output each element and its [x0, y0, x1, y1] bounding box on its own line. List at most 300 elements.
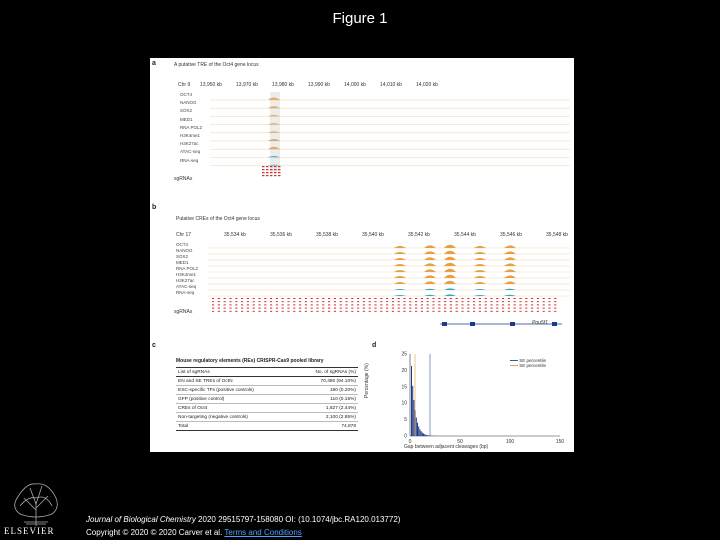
sgrna-mark [398, 308, 400, 309]
sgrna-mark [262, 166, 265, 167]
track-peak [394, 246, 406, 248]
track-label: ATAC-seq [176, 284, 197, 289]
sgrna-mark [328, 298, 330, 299]
sgrna-mark [386, 308, 388, 309]
sgrna-mark [537, 301, 539, 302]
x-tick-label: 100 [505, 439, 515, 445]
sgrna-mark [270, 298, 272, 299]
sgrna-mark [548, 311, 550, 312]
track-peak [424, 269, 436, 272]
axis-tick-label: 14,010 kb [380, 82, 402, 88]
sgrna-mark [496, 301, 498, 302]
sgrna-mark [421, 304, 423, 305]
sgrna-mark [461, 298, 463, 299]
sgrna-mark [357, 311, 359, 312]
panel-a-chr: Chr 9 [178, 82, 191, 88]
sgrna-mark [479, 308, 481, 309]
axis-tick-label: 14,000 kb [344, 82, 366, 88]
sgrna-mark [278, 166, 281, 167]
sgrna-mark [467, 308, 469, 309]
sgrna-mark [357, 308, 359, 309]
track-peak [504, 269, 516, 272]
sgrna-mark [334, 308, 336, 309]
sgrna-mark [276, 298, 278, 299]
sgrna-mark [473, 301, 475, 302]
sgrna-mark [392, 301, 394, 302]
table-row [176, 395, 358, 404]
histogram-bar [422, 433, 423, 436]
sgrna-mark [351, 304, 353, 305]
sgrna-mark [537, 308, 539, 309]
track-peak [474, 289, 486, 290]
sgrna-mark [502, 298, 504, 299]
sgrna-mark [369, 301, 371, 302]
sgrna-mark [282, 301, 284, 302]
gene-exon [552, 322, 557, 326]
sgrna-mark [357, 301, 359, 302]
sgrna-mark [531, 301, 533, 302]
sgrna-mark [403, 304, 405, 305]
table-row [176, 413, 358, 422]
sgrna-mark [357, 298, 359, 299]
sgrna-mark [224, 301, 226, 302]
page-title: Figure 1 [332, 10, 388, 27]
sgrna-mark [305, 304, 307, 305]
panel-b-sgrna-label: sgRNAs [174, 309, 193, 315]
sgrna-mark [299, 308, 301, 309]
legend-swatch [510, 365, 518, 366]
sgrna-mark [514, 301, 516, 302]
axis-tick-label: 14,020 kb [416, 82, 438, 88]
sgrna-mark [363, 311, 365, 312]
track-label: MED1 [180, 116, 193, 122]
sgrna-mark [270, 172, 273, 173]
sgrna-mark [427, 301, 429, 302]
sgrna-mark [490, 304, 492, 305]
sgrna-mark [409, 304, 411, 305]
sgrna-mark [531, 311, 533, 312]
sgrna-mark [278, 175, 281, 176]
sgrna-mark [525, 304, 527, 305]
sgrna-mark [514, 304, 516, 305]
sgrna-mark [432, 308, 434, 309]
sgrna-mark [258, 311, 260, 312]
panel-d-ylabel: Percentage (%) [364, 363, 370, 398]
sgrna-mark [293, 301, 295, 302]
sgrna-mark [444, 311, 446, 312]
panel-a-sgrna-label: sgRNAs [174, 176, 193, 182]
highlight-region [270, 92, 280, 172]
sgrna-mark [519, 301, 521, 302]
sgrna-mark [276, 308, 278, 309]
sgrna-mark [374, 301, 376, 302]
sgrna-mark [467, 311, 469, 312]
axis-tick-label: 35,548 kb [546, 232, 568, 238]
figure-image [150, 58, 574, 452]
sgrna-mark [241, 301, 243, 302]
terms-link[interactable]: Terms and Conditions [224, 528, 302, 537]
axis-tick-label: 35,544 kb [454, 232, 476, 238]
sgrna-mark [415, 311, 417, 312]
sgrna-mark [282, 311, 284, 312]
sgrna-mark [328, 304, 330, 305]
sgrna-mark [543, 311, 545, 312]
histogram-bar [427, 435, 428, 436]
legend-item [510, 363, 546, 368]
sgrna-mark [450, 304, 452, 305]
sgrna-mark [351, 308, 353, 309]
sgrna-mark [340, 298, 342, 299]
sgrna-mark [409, 301, 411, 302]
sgrna-mark [374, 311, 376, 312]
sgrna-mark [369, 311, 371, 312]
track-peak [424, 275, 436, 278]
track-label: H3K4me1 [180, 133, 201, 138]
sgrna-mark [299, 298, 301, 299]
sgrna-mark [266, 169, 269, 170]
track-peak [424, 295, 436, 296]
sgrna-mark [229, 301, 231, 302]
table-row [176, 386, 358, 395]
sgrna-mark [282, 308, 284, 309]
gene-exon [442, 322, 447, 326]
sgrna-mark [334, 311, 336, 312]
sgrna-mark [241, 308, 243, 309]
track-label: RNA-seq [176, 290, 195, 295]
sgrna-mark [531, 298, 533, 299]
sgrna-mark [253, 308, 255, 309]
footer-copyright-line [86, 526, 400, 539]
sgrna-mark [543, 308, 545, 309]
sgrna-mark [438, 311, 440, 312]
sgrna-mark [432, 304, 434, 305]
track-peak [424, 257, 436, 260]
track-label: NANOG [180, 100, 197, 106]
track-peak [424, 245, 436, 248]
sgrna-mark [525, 311, 527, 312]
sgrna-mark [287, 298, 289, 299]
histogram-bar [419, 429, 420, 436]
axis-tick-label: 35,538 kb [316, 232, 338, 238]
sgrna-mark [548, 298, 550, 299]
sgrna-mark [432, 301, 434, 302]
sgrna-mark [496, 311, 498, 312]
track-peak [394, 276, 406, 278]
sgrna-mark [409, 298, 411, 299]
sgrna-mark [274, 175, 277, 176]
panel-b-chr: Chr 17 [176, 232, 192, 238]
sgrna-mark [264, 308, 266, 309]
sgrna-mark [299, 311, 301, 312]
track-peak [444, 245, 456, 248]
table-cell: 180 (0.20%) [329, 387, 356, 393]
sgrna-mark [467, 301, 469, 302]
sgrna-mark [380, 301, 382, 302]
sgrna-mark [392, 308, 394, 309]
sgrna-mark [392, 298, 394, 299]
x-tick-label: 0 [408, 439, 412, 445]
sgrna-mark [293, 304, 295, 305]
sgrna-mark [316, 311, 318, 312]
track-peak [424, 289, 436, 290]
sgrna-mark [421, 298, 423, 299]
copyright: Copyright © 2020 © 2020 Carver et al. [86, 528, 225, 537]
sgrna-mark [427, 311, 429, 312]
sgrna-mark [415, 301, 417, 302]
sgrna-mark [421, 308, 423, 309]
panel-d-legend [510, 358, 546, 368]
sgrna-mark [253, 298, 255, 299]
sgrna-mark [444, 301, 446, 302]
sgrna-mark [398, 304, 400, 305]
table-row [176, 404, 358, 413]
sgrna-mark [270, 175, 273, 176]
sgrna-mark [461, 301, 463, 302]
sgrna-mark [322, 311, 324, 312]
sgrna-mark [218, 301, 220, 302]
sgrna-mark [258, 301, 260, 302]
sgrna-mark [218, 304, 220, 305]
sgrna-mark [485, 304, 487, 305]
axis-tick-label: 35,536 kb [270, 232, 292, 238]
sgrna-mark [322, 298, 324, 299]
sgrna-mark [345, 301, 347, 302]
sgrna-mark [519, 311, 521, 312]
sgrna-mark [444, 308, 446, 309]
track-peak [444, 269, 456, 272]
table-cell: EN and SE TREs of OctN [178, 378, 233, 384]
axis-tick-label: 13,980 kb [272, 82, 294, 88]
sgrna-mark [224, 311, 226, 312]
sgrna-mark [340, 301, 342, 302]
axis-tick-label: 35,540 kb [362, 232, 384, 238]
track-label: SOX2 [180, 108, 193, 114]
sgrna-mark [328, 301, 330, 302]
axis-tick-label: 35,546 kb [500, 232, 522, 238]
sgrna-mark [548, 308, 550, 309]
sgrna-mark [485, 308, 487, 309]
sgrna-mark [473, 298, 475, 299]
sgrna-mark [229, 304, 231, 305]
panel-c-title: Mouse regulatory elements (REs) CRISPR-Cas9 pooled library [176, 358, 324, 364]
sgrna-mark [274, 172, 277, 173]
citation: 2020 29515797-158080 OI: (10.1074/jbc.RA120.013772) [195, 515, 401, 524]
sgrna-mark [258, 298, 260, 299]
sgrna-mark [456, 304, 458, 305]
sgrna-mark [380, 304, 382, 305]
sgrna-mark [392, 304, 394, 305]
sgrna-mark [473, 304, 475, 305]
sgrna-mark [316, 298, 318, 299]
sgrna-mark [287, 311, 289, 312]
sgrna-mark [218, 311, 220, 312]
sgrna-mark [328, 308, 330, 309]
panel-a-title: A putative TRE of the Oct4 gene locus [174, 62, 259, 68]
sgrna-mark [258, 304, 260, 305]
sgrna-mark [305, 308, 307, 309]
sgrna-mark [403, 311, 405, 312]
table-row [176, 377, 358, 386]
sgrna-mark [224, 298, 226, 299]
sgrna-mark [473, 308, 475, 309]
sgrna-mark [293, 298, 295, 299]
sgrna-mark [525, 298, 527, 299]
table-cell: 74,878 [341, 423, 356, 429]
table-cell: GFP (positive control) [178, 396, 225, 402]
table-header-cell: List of sgRNAs [178, 369, 210, 375]
sgrna-mark [276, 311, 278, 312]
sgrna-mark [287, 308, 289, 309]
sgrna-mark [444, 304, 446, 305]
sgrna-mark [218, 298, 220, 299]
footer [86, 513, 400, 539]
sgrna-mark [340, 304, 342, 305]
sgrna-mark [278, 172, 281, 173]
sgrna-mark [270, 304, 272, 305]
track-label: H3K27ac [176, 278, 195, 283]
sgrna-mark [253, 301, 255, 302]
sgrna-mark [456, 311, 458, 312]
sgrna-mark [514, 311, 516, 312]
sgrna-mark [427, 308, 429, 309]
sgrna-mark [403, 308, 405, 309]
table-header-row [176, 367, 358, 377]
track-peak [504, 275, 516, 278]
sgrna-mark [537, 298, 539, 299]
footer-citation-line [86, 513, 400, 526]
sgrna-mark [519, 298, 521, 299]
sgrna-mark [496, 298, 498, 299]
sgrna-mark [258, 308, 260, 309]
gene-exon [470, 322, 475, 326]
track-peak [504, 295, 516, 296]
sgrna-mark [496, 308, 498, 309]
sgrna-mark [351, 298, 353, 299]
sgrna-mark [229, 308, 231, 309]
sgrna-mark [282, 304, 284, 305]
track-label: ATAC-seq [180, 149, 201, 155]
sgrna-mark [554, 301, 556, 302]
y-tick-label: 10 [401, 400, 407, 407]
sgrna-mark [380, 311, 382, 312]
histogram-bar [417, 423, 418, 436]
sgrna-mark [278, 169, 281, 170]
sgrna-mark [450, 298, 452, 299]
table-cell: ESC-specific TFs (positive controls) [178, 387, 254, 393]
sgrna-mark [270, 301, 272, 302]
track-peak [424, 281, 436, 284]
sgrna-mark [266, 172, 269, 173]
sgrna-mark [311, 301, 313, 302]
sgrna-mark [357, 304, 359, 305]
histogram-bar [421, 431, 422, 436]
sgrna-mark [427, 298, 429, 299]
sgrna-mark [282, 298, 284, 299]
sgrna-mark [519, 304, 521, 305]
sgrna-mark [253, 304, 255, 305]
sgrna-mark [479, 311, 481, 312]
sgrna-mark [369, 308, 371, 309]
sgrna-mark [490, 311, 492, 312]
table-cell: Total [178, 423, 189, 429]
sgrna-mark [380, 308, 382, 309]
sgrna-mark [229, 298, 231, 299]
sgrna-mark [247, 308, 249, 309]
sgrna-mark [241, 311, 243, 312]
sgrna-mark [537, 304, 539, 305]
sgrna-mark [345, 304, 347, 305]
table-header-cell: No. of sgRNAs (%) [315, 369, 356, 375]
track-peak [504, 281, 516, 284]
axis-tick-label: 13,990 kb [308, 82, 330, 88]
sgrna-mark [438, 308, 440, 309]
sgrna-mark [266, 175, 269, 176]
axis-tick-label: 13,970 kb [236, 82, 258, 88]
sgrna-mark [438, 304, 440, 305]
table-cell: Non-targeting (negative controls) [178, 414, 248, 420]
track-peak [504, 245, 516, 248]
sgrna-mark [508, 308, 510, 309]
sgrna-mark [490, 301, 492, 302]
track-peak [424, 251, 436, 254]
sgrna-mark [262, 175, 265, 176]
x-tick-label: 150 [555, 439, 565, 445]
sgrna-mark [229, 311, 231, 312]
track-peak [444, 288, 456, 290]
track-peak [394, 252, 406, 254]
track-peak [394, 264, 406, 266]
y-tick-label: 20 [401, 367, 407, 374]
panel-c-label: c [152, 342, 156, 349]
track-peak [474, 270, 486, 272]
sgrna-mark [427, 304, 429, 305]
sgrna-mark [438, 301, 440, 302]
panel-d-xlabel: Gap between adjacent cleavages (bp) [404, 444, 489, 450]
sgrna-mark [345, 311, 347, 312]
sgrna-mark [450, 311, 452, 312]
sgrna-mark [235, 298, 237, 299]
y-tick-label: 15 [401, 384, 407, 391]
sgrna-mark [316, 301, 318, 302]
sgrna-mark [554, 308, 556, 309]
sgrna-mark [456, 301, 458, 302]
sgrna-mark [461, 311, 463, 312]
sgrna-mark [305, 301, 307, 302]
sgrna-mark [311, 304, 313, 305]
histogram-bar [423, 434, 424, 436]
track-label: RNA-seq [180, 157, 199, 163]
gene-exon [510, 322, 515, 326]
sgrna-mark [508, 304, 510, 305]
sgrna-mark [212, 301, 214, 302]
sgrna-mark [374, 308, 376, 309]
track-peak [444, 281, 456, 284]
track-peak [444, 294, 456, 296]
track-label: NANOG [176, 248, 193, 253]
sgrna-mark [322, 301, 324, 302]
track-peak [444, 275, 456, 278]
sgrna-mark [543, 301, 545, 302]
track-label: RNA POL2 [176, 266, 199, 271]
sgrna-mark [212, 298, 214, 299]
sgrna-mark [485, 311, 487, 312]
track-peak [474, 258, 486, 260]
sgrna-mark [266, 166, 269, 167]
track-peak [504, 263, 516, 266]
sgrna-mark [554, 298, 556, 299]
sgrna-mark [502, 304, 504, 305]
panel-c-table [176, 358, 358, 431]
